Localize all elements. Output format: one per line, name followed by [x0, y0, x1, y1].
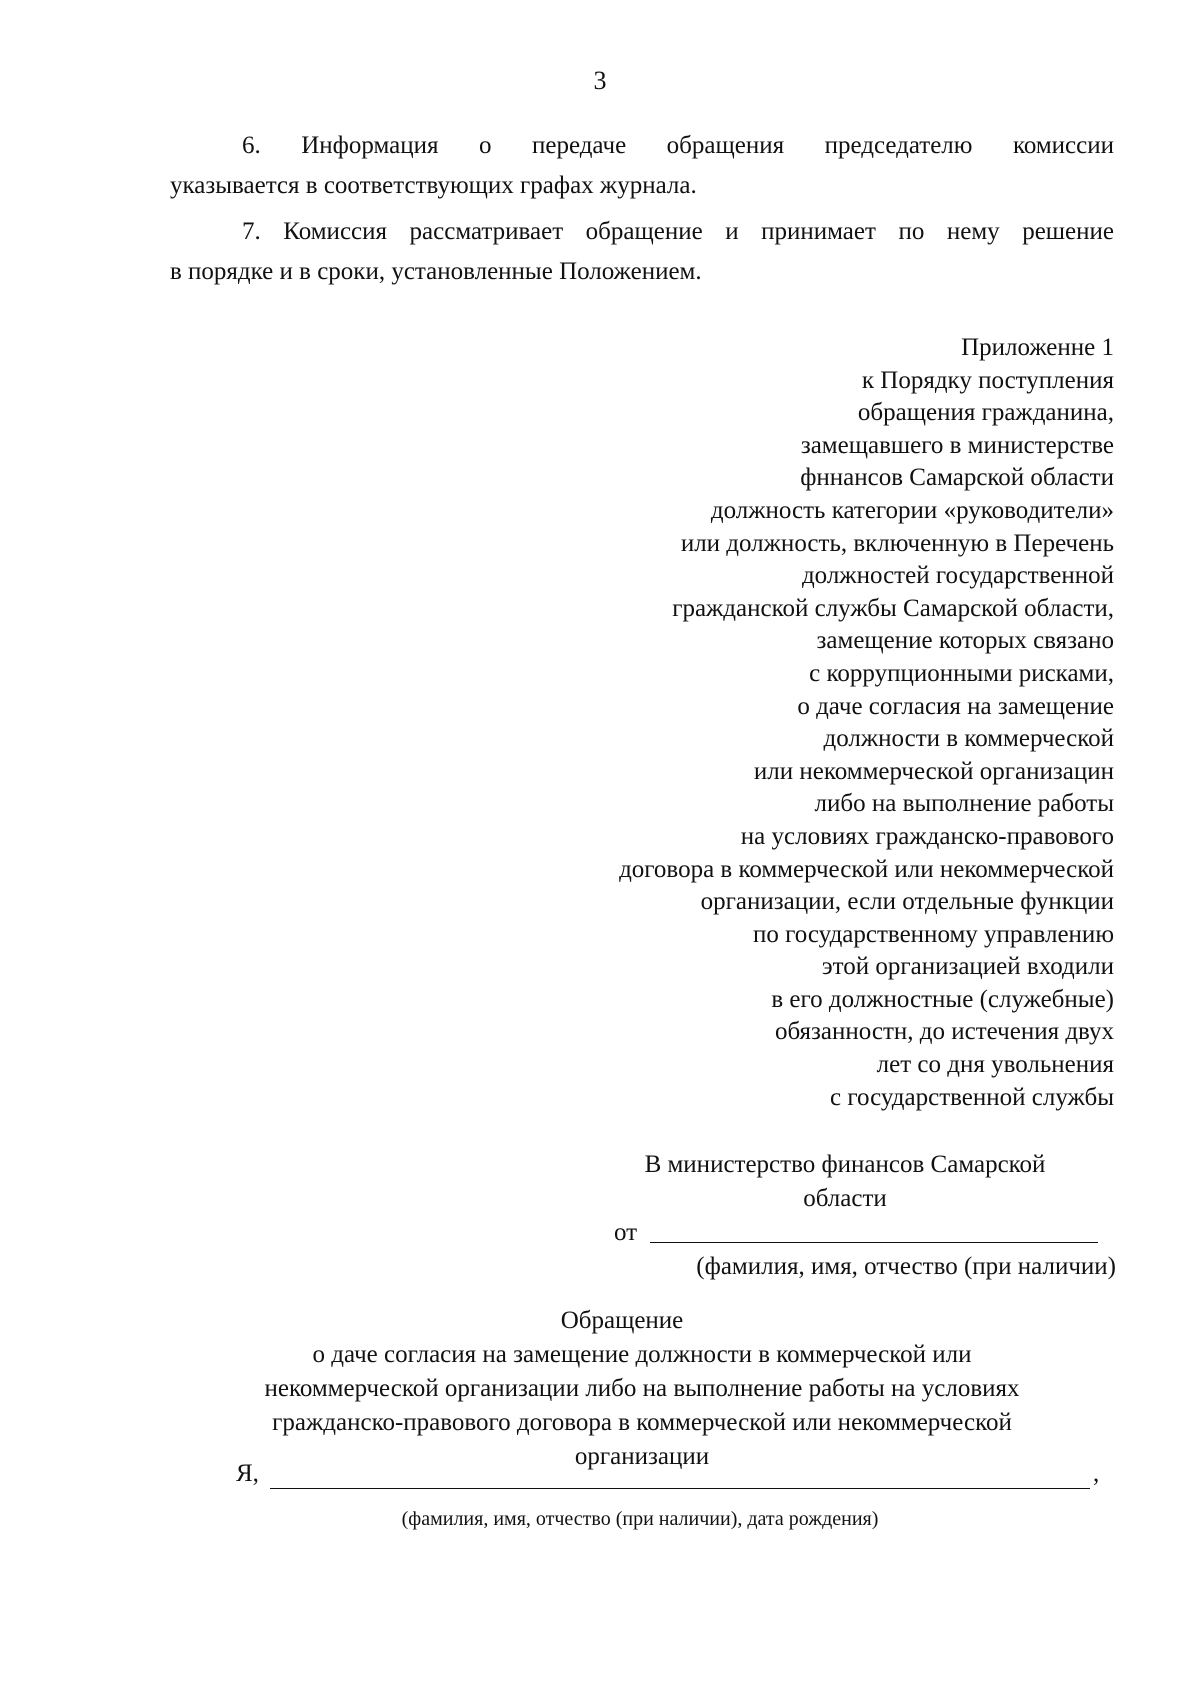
- appeal-subtitle-line: о даче согласия на замещение должности в коммерческой или: [312, 1341, 972, 1368]
- addressee-ministry: В министерство финансов Самарской: [644, 1151, 1046, 1178]
- appendix-line: либо на выполнение работы: [814, 790, 1114, 818]
- appendix-line: лет со дня увольнения: [876, 1051, 1114, 1079]
- appendix-line: или некоммерческой организацин: [753, 757, 1114, 785]
- from-hint: (фамилия, имя, отчество (при наличии): [696, 1253, 1116, 1280]
- applicant-fill-row: [236, 1460, 1116, 1496]
- appendix-line: с государственной службы: [830, 1083, 1114, 1111]
- applicant-prefix: Я,: [236, 1460, 259, 1487]
- appendix-header: [414, 332, 1114, 1114]
- appendix-line: обращения гражданина,: [857, 399, 1114, 427]
- appendix-line: на условиях гражданско-правового: [740, 822, 1114, 850]
- applicant-fill-line[interactable]: [270, 1488, 1090, 1489]
- appendix-line: гражданской службы Самарской области,: [672, 594, 1114, 622]
- appendix-line: этой организацией входили: [821, 953, 1114, 981]
- appendix-line: должности в коммерческой: [823, 725, 1114, 753]
- appendix-line: фннансов Самарской области: [800, 464, 1114, 492]
- appeal-title-block: [170, 1304, 1114, 1474]
- paragraph-6: [170, 126, 1114, 206]
- from-row: [614, 1216, 1120, 1250]
- addressee-ministry-cont: области: [803, 1185, 887, 1212]
- appeal-subtitle-line: некоммерческой организации либо на выполнение работы на условиях: [264, 1375, 1020, 1402]
- appendix-line: замещение которых связано: [816, 627, 1114, 655]
- appendix-line: договора в коммерческой или некоммерческой: [619, 855, 1114, 883]
- appendix-line: должностей государственной: [801, 562, 1114, 590]
- from-label: от: [614, 1219, 638, 1246]
- applicant-fill-hint: (фамилия, имя, отчество (при наличии), дата рождения): [401, 1508, 879, 1530]
- appendix-line: по государственному управлению: [753, 920, 1114, 948]
- page-number: 3: [593, 66, 607, 95]
- appendix-line: обязанностн, до истечения двух: [774, 1018, 1114, 1046]
- paragraph-7: [170, 212, 1114, 292]
- paragraph-7-rest: в порядке и в сроки, установленные Положением.: [170, 258, 702, 285]
- paragraph-6-first-line: 6. Информация о передаче обращения председателю комиссии: [242, 132, 1114, 159]
- addressee-block: [600, 1148, 1120, 1284]
- appendix-line: замещавшего в министерстве: [800, 431, 1114, 459]
- paragraph-6-rest: указывается в соответствующих графах журнала.: [170, 172, 697, 199]
- appendix-line: Приложенне 1: [961, 334, 1114, 361]
- appendix-line: должность категории «руководители»: [710, 496, 1114, 524]
- appendix-line: с коррупционными рисками,: [809, 659, 1114, 687]
- from-fill-line[interactable]: [650, 1242, 1098, 1243]
- appeal-subtitle-line: гражданско-правового договора в коммерческой или некоммерческой: [272, 1409, 1012, 1436]
- appeal-subtitle-line: организации: [574, 1443, 710, 1470]
- appendix-line: организации, если отдельные функции: [700, 888, 1114, 916]
- applicant-suffix: ,: [1093, 1460, 1100, 1487]
- appendix-line: в его должностные (служебные): [771, 985, 1114, 1013]
- paragraph-7-first-line: 7. Комиссия рассматривает обращение и принимает по нему решение: [242, 218, 1114, 245]
- appendix-line: о даче согласия на замещение: [797, 692, 1114, 720]
- appendix-line: к Порядку поступления: [861, 366, 1114, 394]
- appendix-line: или должность, включенную в Перечень: [680, 529, 1114, 557]
- appeal-heading: Обращение: [560, 1307, 684, 1334]
